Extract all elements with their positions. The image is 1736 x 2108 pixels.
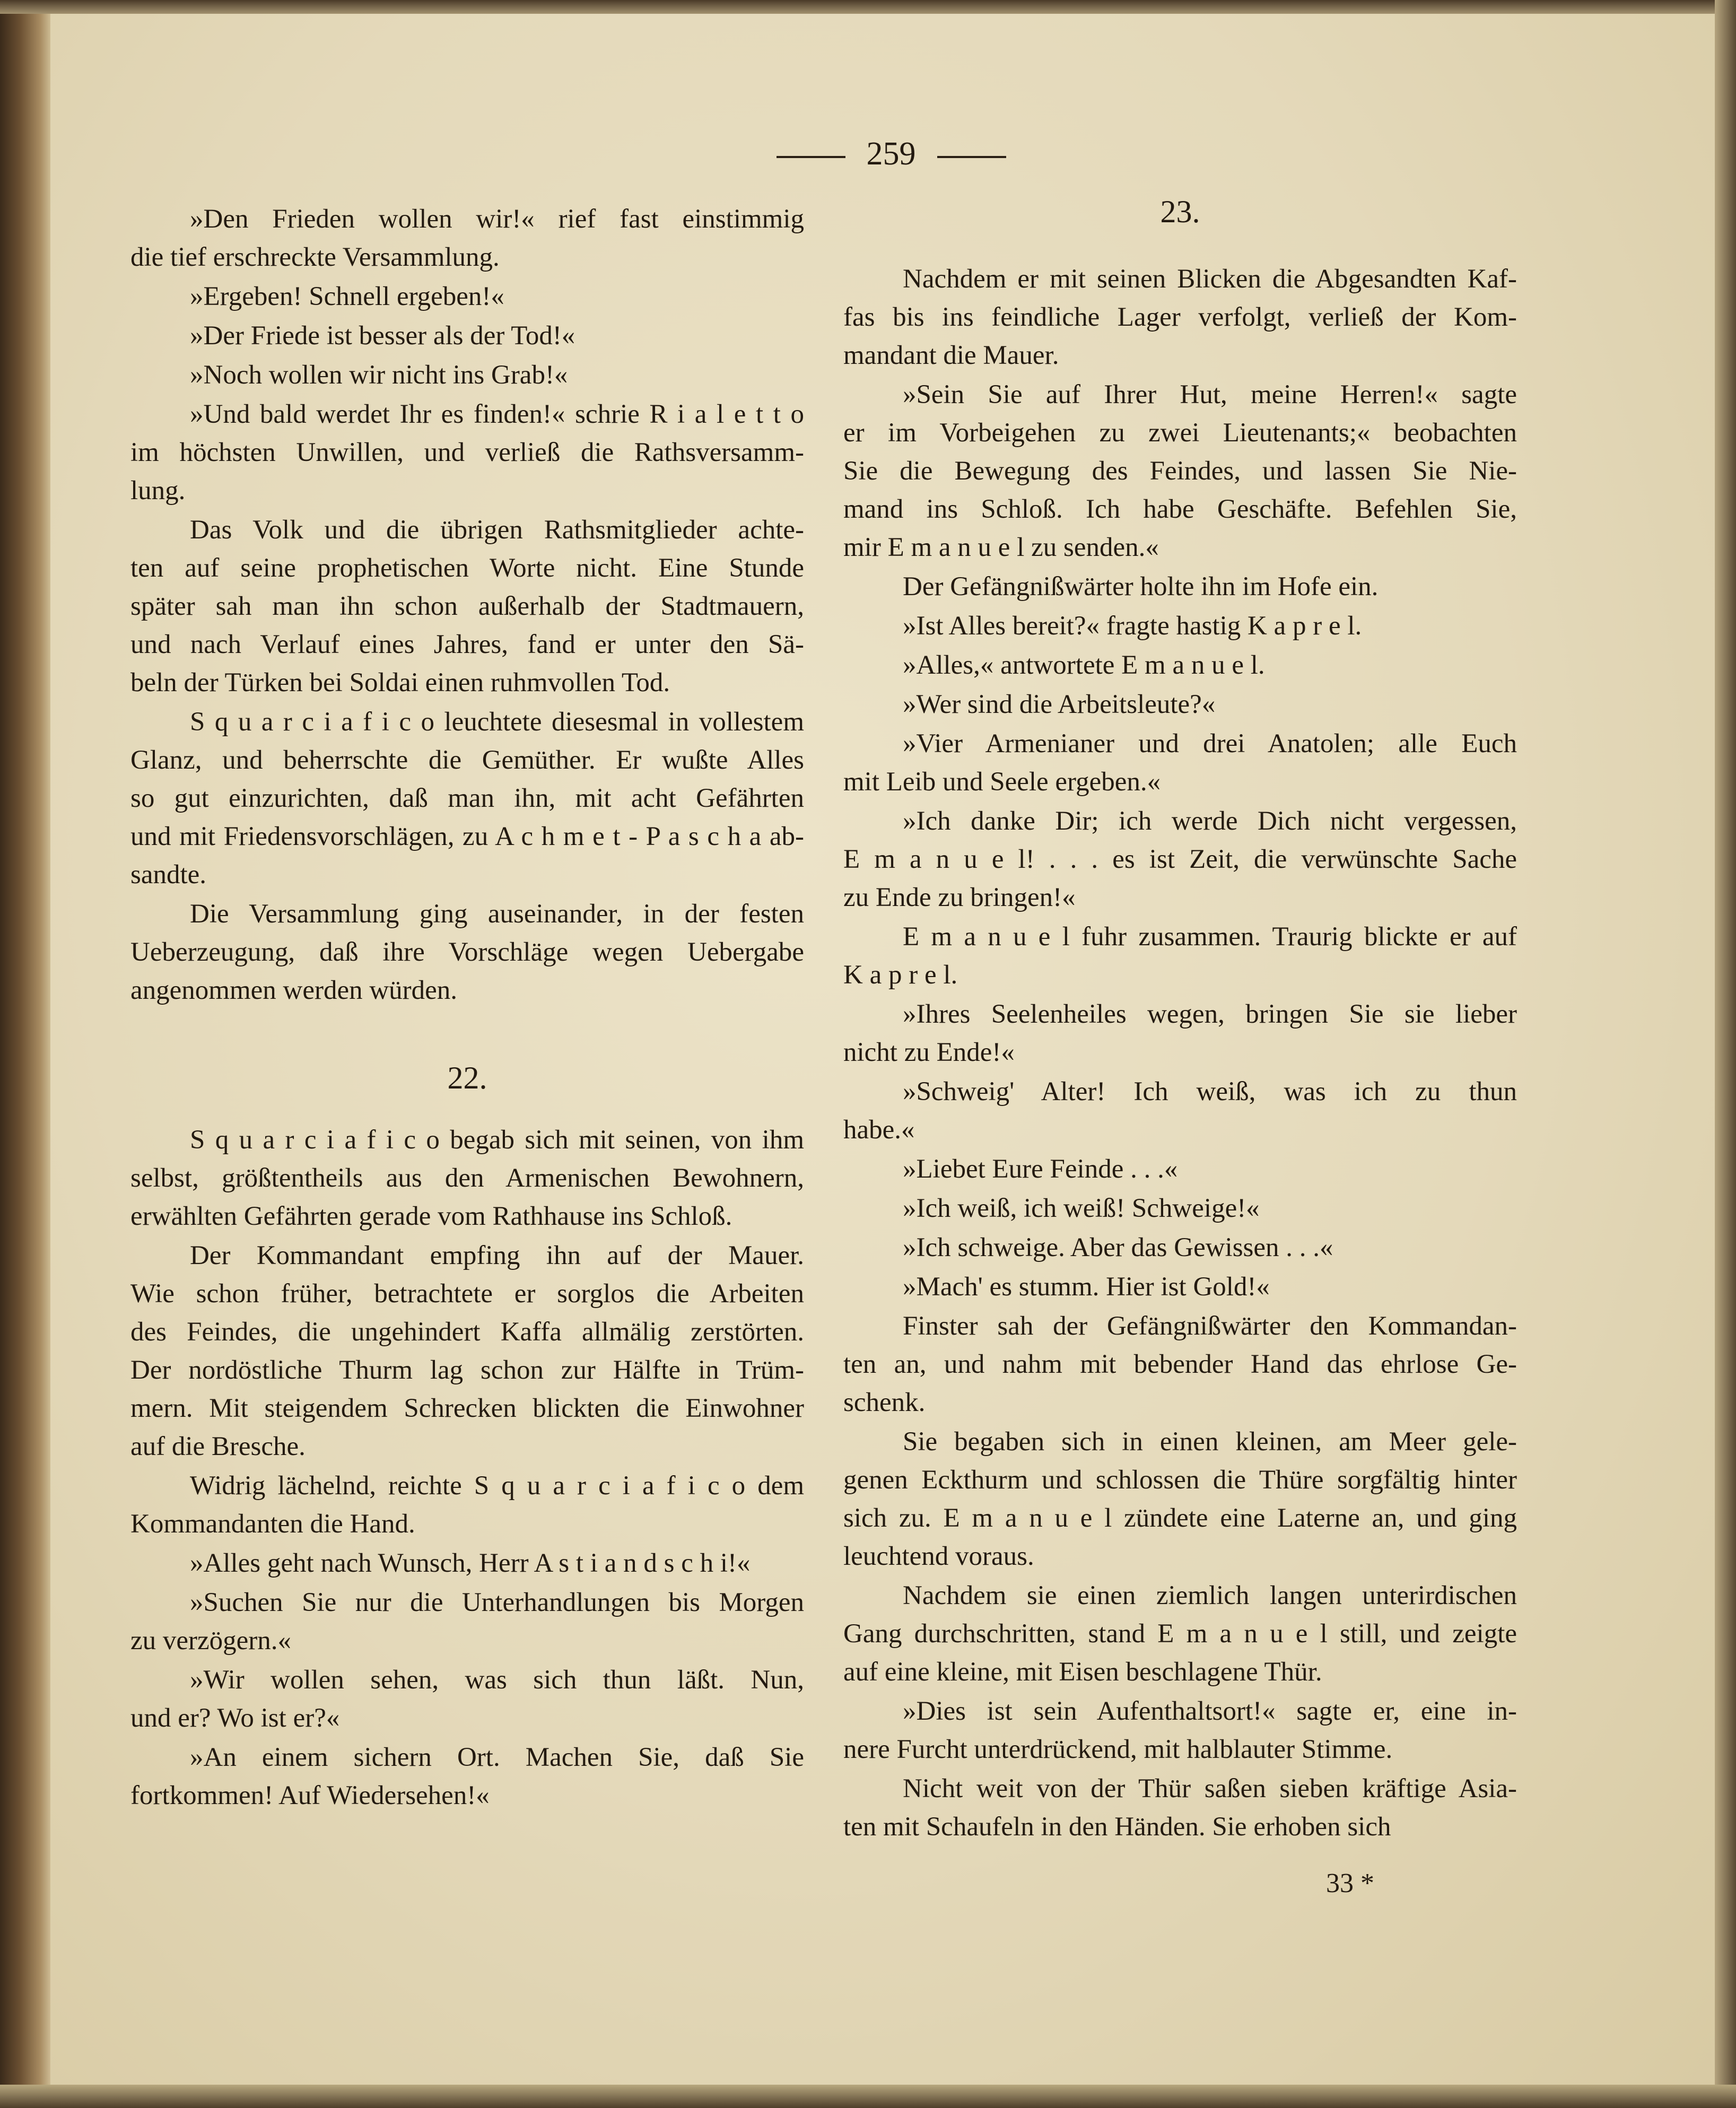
paragraph <box>130 511 804 702</box>
text-line: E m a n u e l fuhr zusammen. Traurig blickte er auf <box>903 922 1517 952</box>
text-line: »Den Frieden wollen wir!« rief fast einstimmig <box>190 204 804 234</box>
paragraph <box>843 1770 1517 1846</box>
text-line: »Ihres Seelenheiles wegen, bringen Sie sie lieber <box>903 999 1517 1029</box>
text-line: und nach Verlauf eines Jahres, fand er unter den Sä- <box>130 630 804 659</box>
text-line: und er? Wo ist er?« <box>130 1703 340 1733</box>
paragraph <box>130 1661 804 1737</box>
text-line: »Dies ist sein Aufenthaltsort!« sagte er, eine in- <box>903 1696 1517 1726</box>
text-line: lung. <box>130 476 186 506</box>
text-line: Widrig lächelnd, reichte S q u a r c i a f i c o dem <box>190 1471 804 1501</box>
text-line: Der nordöstliche Thurm lag schon zur Hälfte in Trüm- <box>130 1355 804 1385</box>
text-line: »Ist Alles bereit?« fragte hastig K a p r e l. <box>903 611 1362 641</box>
paragraph <box>843 646 1517 684</box>
page-header <box>690 133 1093 175</box>
chapter-heading: 22. <box>447 1060 487 1095</box>
text-line: später sah man ihn schon außerhalb der Stadtmauern, <box>130 591 804 621</box>
text-line: Der Gefängnißwärter holte ihn im Hofe ein. <box>903 572 1379 602</box>
paragraph <box>130 317 804 355</box>
header-rule-left <box>777 156 845 158</box>
sheet-signature: 33 * <box>1326 1868 1374 1898</box>
text-line: Gang durchschritten, stand E m a n u e l still, und zeigte <box>843 1619 1517 1649</box>
text-line: »Schweig' Alter! Ich weiß, was ich zu thun <box>903 1077 1517 1107</box>
paragraph <box>130 395 804 510</box>
paragraph <box>843 995 1517 1072</box>
text-line: nicht zu Ende!« <box>843 1038 1015 1067</box>
text-line: so gut einzurichten, daß man ihn, mit acht Gefährten <box>130 783 804 813</box>
text-line: Finster sah der Gefängnißwärter den Kommandan- <box>903 1311 1517 1341</box>
text-line: mern. Mit steigendem Schrecken blickten die Einwohner <box>130 1393 804 1423</box>
text-line: die tief erschreckte Versammlung. <box>130 242 500 272</box>
paragraph <box>843 568 1517 606</box>
page-edge-top <box>0 0 1736 14</box>
text-line: Nachdem er mit seinen Blicken die Abgesandten Kaf- <box>903 264 1517 294</box>
paragraph <box>843 1576 1517 1691</box>
text-line: »Suchen Sie nur die Unterhandlungen bis Morgen <box>190 1588 804 1617</box>
text-line: und mit Friedensvorschlägen, zu A c h m e t - P a s c h a ab- <box>130 822 804 851</box>
text-line: sandte. <box>130 860 207 890</box>
text-line: schenk. <box>843 1388 926 1417</box>
text-line: leuchtend voraus. <box>843 1541 1034 1571</box>
text-line: Sie die Bewegung des Feindes, und lassen Sie Nie- <box>843 456 1517 486</box>
paragraph <box>843 376 1517 567</box>
text-line: angenommen werden würden. <box>130 975 458 1005</box>
text-line: mir E m a n u e l zu senden.« <box>843 533 1159 562</box>
text-line: »Alles,« antwortete E m a n u e l. <box>903 650 1265 680</box>
text-line: Ueberzeugung, daß ihre Vorschläge wegen Uebergabe <box>130 937 804 967</box>
paragraph <box>843 1307 1517 1422</box>
text-line: Kommandanten die Hand. <box>130 1509 415 1539</box>
header-rule-right <box>937 156 1006 158</box>
text-line: selbst, größtentheils aus den Armenischen Bewohnern, <box>130 1163 804 1193</box>
text-line: S q u a r c i a f i c o begab sich mit seinen, von ihm <box>190 1125 804 1155</box>
text-line: erwählten Gefährten gerade vom Rathhause ins Schloß. <box>130 1201 732 1231</box>
paragraph <box>843 918 1517 994</box>
paragraph <box>843 1268 1517 1306</box>
paragraph <box>843 802 1517 917</box>
text-line: fortkommen! Auf Wiedersehen!« <box>130 1781 490 1810</box>
text-line: nere Furcht unterdrückend, mit halblauter Stimme. <box>843 1735 1393 1764</box>
paragraph <box>130 895 804 1009</box>
page-edge-bottom <box>0 2085 1736 2108</box>
text-line: »Liebet Eure Feinde . . .« <box>903 1154 1178 1184</box>
text-line: »Vier Armenianer und drei Anatolen; alle Euch <box>903 729 1517 759</box>
text-line: »Und bald werdet Ihr es finden!« schrie R i a l e t t o <box>190 399 804 429</box>
text-line: Wie schon früher, betrachtete er sorglos die Arbeiten <box>130 1279 804 1309</box>
text-line: auf eine kleine, mit Eisen beschlagene Thür. <box>843 1657 1322 1687</box>
text-line: ten mit Schaufeln in den Händen. Sie erhoben sich <box>843 1812 1391 1842</box>
paragraph <box>843 725 1517 801</box>
paragraph <box>843 1423 1517 1575</box>
text-line: auf die Bresche. <box>130 1432 306 1461</box>
text-line: beln der Türken bei Soldai einen ruhmvollen Tod. <box>130 668 670 698</box>
paragraph <box>130 703 804 894</box>
text-line: »Ich schweige. Aber das Gewissen . . .« <box>903 1233 1333 1262</box>
text-line: mand ins Schloß. Ich habe Geschäfte. Befehlen Sie, <box>843 494 1517 524</box>
text-line: »Noch wollen wir nicht ins Grab!« <box>190 360 568 390</box>
text-line: er im Vorbeigehen zu zwei Lieutenants;« beobachten <box>843 418 1517 448</box>
paragraph <box>843 1073 1517 1149</box>
text-line: »Alles geht nach Wunsch, Herr A s t i a n d s c h i!« <box>190 1548 751 1578</box>
text-line: Die Versammlung ging auseinander, in der festen <box>190 899 804 929</box>
chapter-heading: 23. <box>1160 194 1200 229</box>
paragraph <box>843 607 1517 645</box>
text-line: sich zu. E m a n u e l zündete eine Laterne an, und ging <box>843 1503 1517 1533</box>
paragraph <box>130 356 804 394</box>
text-line: mandant die Mauer. <box>843 341 1059 370</box>
text-line: Das Volk und die übrigen Rathsmitglieder achte- <box>190 515 804 545</box>
text-line: habe.« <box>843 1115 915 1145</box>
text-line: im höchsten Unwillen, und verließ die Rathsversamm- <box>130 438 804 467</box>
paragraph <box>130 200 804 276</box>
paragraph <box>130 1583 804 1660</box>
text-line: »Ich weiß, ich weiß! Schweige!« <box>903 1194 1260 1223</box>
book-binding <box>0 0 50 2108</box>
paragraph <box>843 1692 1517 1769</box>
paragraph <box>130 1121 804 1235</box>
text-line: »Ergeben! Schnell ergeben!« <box>190 282 504 311</box>
text-line: E m a n u e l! . . . es ist Zeit, die verwünschte Sache <box>843 844 1517 874</box>
text-line: »Wer sind die Arbeitsleute?« <box>903 690 1216 719</box>
text-line: »An einem sichern Ort. Machen Sie, daß Sie <box>190 1743 804 1772</box>
page-number: 259 <box>866 136 916 172</box>
page-edge-right <box>1715 0 1736 2108</box>
paragraph <box>843 1229 1517 1267</box>
text-line: Nachdem sie einen ziemlich langen unterirdischen <box>903 1581 1517 1610</box>
paragraph <box>843 685 1517 724</box>
text-line: Glanz, und beherrschte die Gemüther. Er wußte Alles <box>130 745 804 775</box>
text-line: fas bis ins feindliche Lager verfolgt, verließ der Kom- <box>843 302 1517 332</box>
text-line: Sie begaben sich in einen kleinen, am Meer gele- <box>903 1427 1517 1457</box>
text-line: ten an, und nahm mit bebender Hand das ehrlose Ge- <box>843 1349 1517 1379</box>
text-line: zu Ende zu bringen!« <box>843 883 1076 912</box>
text-line: zu verzögern.« <box>130 1626 292 1656</box>
text-line: »Der Friede ist besser als der Tod!« <box>190 321 575 351</box>
paragraph <box>130 277 804 316</box>
paragraph <box>843 1150 1517 1188</box>
text-line: Der Kommandant empfing ihn auf der Mauer. <box>190 1241 804 1270</box>
paragraph <box>130 1467 804 1543</box>
text-line: »Wir wollen sehen, was sich thun läßt. Nun, <box>190 1665 804 1695</box>
paragraph <box>843 1189 1517 1227</box>
paragraph <box>843 260 1517 374</box>
text-line: des Feindes, die ungehindert Kaffa allmälig zerstörten. <box>130 1317 804 1347</box>
paragraph <box>130 1236 804 1466</box>
text-line: »Mach' es stumm. Hier ist Gold!« <box>903 1272 1270 1302</box>
text-line: »Sein Sie auf Ihrer Hut, meine Herren!« sagte <box>903 380 1517 410</box>
text-line: S q u a r c i a f i c o leuchtete diesesmal in vollestem <box>190 707 804 737</box>
paragraph <box>130 1738 804 1815</box>
text-line: genen Eckthurm und schlossen die Thüre sorgfältig hinter <box>843 1465 1517 1495</box>
text-line: K a p r e l. <box>843 960 958 990</box>
text-line: ten auf seine prophetischen Worte nicht. Eine Stunde <box>130 553 804 583</box>
left-column <box>130 200 804 1816</box>
text-line: mit Leib und Seele ergeben.« <box>843 767 1161 797</box>
paragraph <box>130 1544 804 1582</box>
text-line: »Ich danke Dir; ich werde Dich nicht vergessen, <box>903 806 1517 836</box>
right-column <box>843 193 1517 1847</box>
text-line: Nicht weit von der Thür saßen sieben kräftige Asia- <box>903 1774 1517 1804</box>
